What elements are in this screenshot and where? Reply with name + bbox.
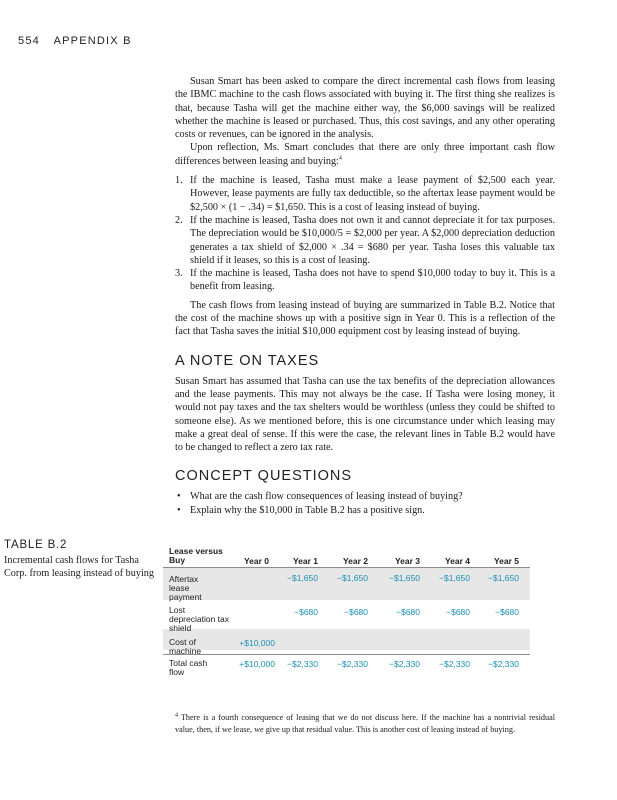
section-heading-taxes: A NOTE ON TAXES	[175, 352, 320, 369]
taxes-paragraph: Susan Smart has assumed that Tasha can use the tax benefits of the depreciation allowances and the lease payments. This may not always be the case. If Tasha were losing money, it would not pay taxes and the tax shelters would be worthless (unless they could be shifted to someone else). As we mentioned before, this is one circumstance under which leasing may make a great deal of sense. If this were the case, the relevant lines in Table B.2 would have to be changed to reflect a zero tax rate.	[175, 375, 555, 454]
bullet-icon: •	[177, 491, 181, 503]
bullet-icon: •	[177, 505, 181, 517]
row-label: Total cash flow	[169, 658, 208, 677]
running-head	[18, 35, 132, 47]
main-column	[175, 75, 555, 518]
table-cell: +$10,000	[239, 659, 275, 669]
table-cell: −$1,650	[287, 573, 318, 583]
list-item	[175, 490, 555, 504]
cash-flow-differences-list	[175, 174, 555, 294]
table-cell: −$2,330	[287, 659, 318, 669]
table-cell: −$2,330	[337, 659, 368, 669]
intro-paragraph-1: Susan Smart has been asked to compare the direct incremental cash flows from leasing the IBMC machine to the cash flows associated with buying it. The first thing she realizes is that, because Tasha will get the machine either way, the $6,000 savings will be realized whether the machine is leased or purchased. Thus, this cost savings, and any other operating costs or revenues, can be ignored in the analysis.	[175, 76, 555, 141]
column-header: Year 5	[493, 556, 519, 566]
table-cell: −$1,650	[439, 573, 470, 583]
table-cell: −$2,330	[488, 659, 519, 669]
column-header: Year 1	[292, 556, 318, 566]
question-text: Explain why the $10,000 in Table B.2 has a positive sign.	[190, 505, 425, 517]
table-cell: −$680	[396, 607, 420, 617]
footnote-ref: 4	[338, 155, 342, 162]
section-heading-concept-questions: CONCEPT QUESTIONS	[175, 468, 353, 485]
table-cell: −$680	[294, 607, 318, 617]
footnote-text: There is a fourth consequence of leasing that we do not discuss here. If the machine has a nontrivial residual value, then, if we lease, we give up that residual value. This is another cost of leasing instead of buying.	[175, 713, 555, 734]
list-text: If the machine is leased, Tasha does not own it and cannot depreciate it for tax purposes. The depreciation would be $10,000/5 = $2,000 per year. A $2,000 depreciation deduction generates a tax shield of $2,000 × .34 = $680 per year. Tasha loses this valuable tax shield if it leases, so this is a cost of leasing.	[190, 214, 555, 266]
column-header: Lease versus Buy	[169, 546, 223, 565]
intro-paragraph-2	[175, 141, 555, 168]
concept-questions-list	[175, 490, 555, 518]
table-cell: −$2,330	[389, 659, 420, 669]
summary-paragraph: The cash flows from leasing instead of buying are summarized in Table B.2. Notice that the cost of the machine shows up with a positive sign in Year 0. This is a reflection of the fact that Tasha saves the initial $10,000 equipment cost by leasing instead of buying.	[175, 299, 555, 338]
column-header: Year 3	[394, 556, 420, 566]
intro-paragraph-2-text: Upon reflection, Ms. Smart concludes that there are only three important cash flow differences between leasing and buying:	[175, 142, 555, 167]
page-number: 554	[18, 35, 40, 47]
footnote-mark: 4	[175, 712, 178, 719]
table-cell: −$680	[446, 607, 470, 617]
table-number: TABLE B.2	[4, 539, 68, 551]
column-header: Year 0	[243, 556, 269, 566]
list-number: 2.	[175, 214, 183, 226]
row-label: Aftertax lease payment	[169, 574, 202, 602]
table-cell: +$10,000	[239, 638, 275, 648]
list-item	[175, 504, 555, 518]
column-header: Year 2	[342, 556, 368, 566]
list-text: If the machine is leased, Tasha must make a lease payment of $2,500 each year. However, lease payments are fully tax deductible, so the aftertax lease payment would be $2,500 × (1 − .34) = $1,650. This is a cost of leasing instead of buying.	[190, 175, 555, 213]
table-label	[4, 539, 154, 580]
table-cell: −$680	[495, 607, 519, 617]
list-item	[175, 174, 555, 214]
footnote	[175, 712, 555, 735]
list-number: 3.	[175, 268, 183, 280]
table-cell: −$1,650	[488, 573, 519, 583]
row-label: Cost of machine	[169, 637, 202, 656]
table-cell: −$1,650	[389, 573, 420, 583]
list-number: 1.	[175, 175, 183, 187]
list-item	[175, 214, 555, 267]
question-text: What are the cash flow consequences of leasing instead of buying?	[190, 491, 463, 503]
running-title: APPENDIX B	[53, 35, 132, 47]
column-header: Year 4	[444, 556, 470, 566]
footnote-text-block	[175, 712, 555, 735]
cash-flow-table	[163, 543, 530, 687]
row-label: Lost depreciation tax shield	[169, 605, 230, 633]
table-cell: −$680	[344, 607, 368, 617]
list-text: If the machine is leased, Tasha does not have to spend $10,000 today to buy it. This is a benefit from leasing.	[190, 268, 555, 293]
table-cell: −$1,650	[337, 573, 368, 583]
list-item	[175, 267, 555, 294]
table-caption: Incremental cash flows for Tasha Corp. from leasing instead of buying	[4, 555, 154, 579]
table-cell: −$2,330	[439, 659, 470, 669]
